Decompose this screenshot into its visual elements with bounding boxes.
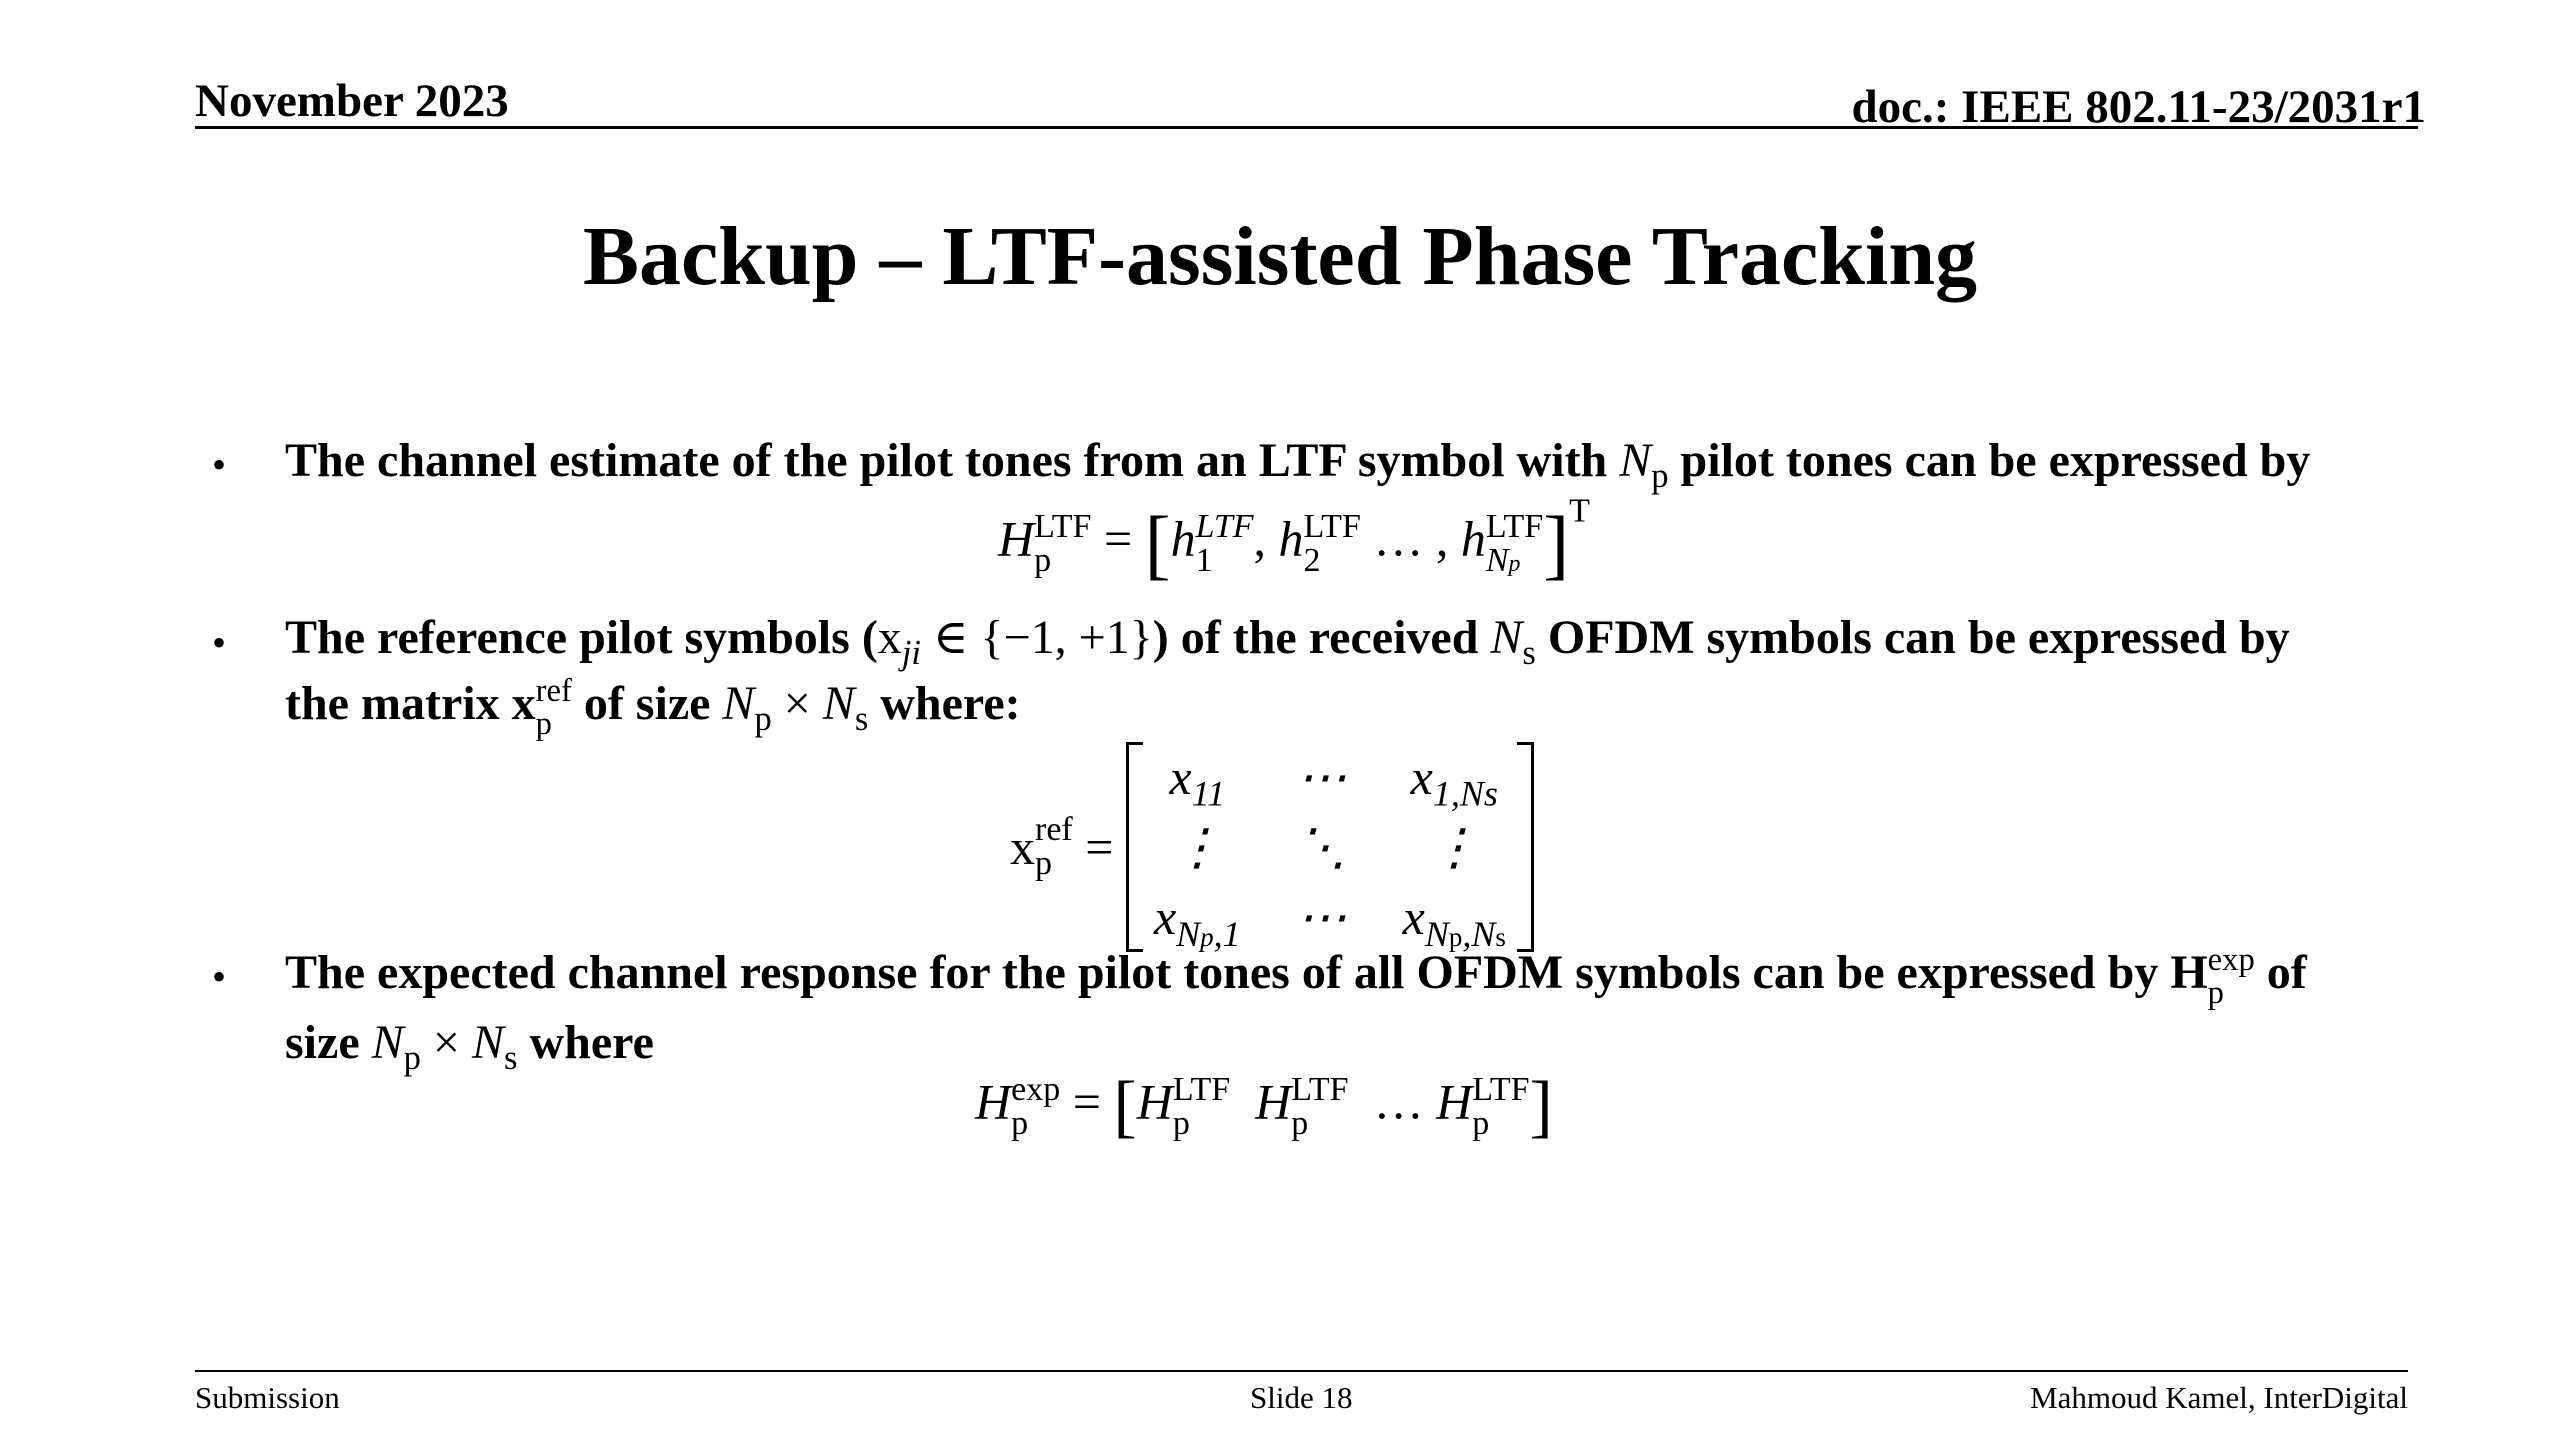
bullet-2-text: The reference pilot symbols ($x_{ji}$ ∈ {−1, +1}) of the received $N_s$ OFDM symbols can be expressed by the matrix x ref p of size $N_p \times N_s$ where:	[285, 611, 2290, 742]
header-date: November 2023	[195, 75, 509, 127]
slide-title: Backup – LTF-assisted Phase Tracking	[582, 210, 1978, 303]
bullet-3-text: The expected channel response for the pilot tones of all OFDM symbols can be expressed by H exp p of size $N_p \times N_s$ where	[285, 942, 2307, 1077]
footer-rule	[195, 1370, 2408, 1372]
bullet-marker: •	[212, 442, 227, 487]
bullet-marker: •	[212, 620, 227, 665]
header-doc-number: doc.: IEEE 802.11-23/2031r1	[1851, 81, 2426, 133]
footer-slide-number: Slide 18	[1250, 1380, 1353, 1415]
equation-h-exp: H exp p = [H LTF p H LTF p … H LTF p ]	[975, 1068, 1553, 1145]
bullet-1-text: The channel estimate of the pilot tones from an LTF symbol with $N_p$ pilot tones can be expressed by	[285, 434, 2311, 496]
footer-author: Mahmoud Kamel, InterDigital	[2030, 1380, 2408, 1415]
reference-symbol-matrix: $x_{11}$ ⋯ $x_{1,Ns}$ ⋮ ⋱ ⋮ $x_{Np,1}$ ⋯ $x_{Np,Ns}$	[1126, 742, 1534, 952]
equation-x-ref-matrix: x ref p = $x_{11}$ ⋯ $x_{1,Ns}$ ⋮ ⋱ ⋮ $x_{Np,1}$ ⋯ $x_{Np,Ns}$	[1010, 742, 1534, 952]
equation-h-ltf: H LTF p = [h LTF 1 , h LTF 2 … , h LTF Np ]$^T$	[998, 492, 1590, 587]
bullet-marker: •	[212, 954, 227, 999]
footer-submission: Submission	[195, 1380, 340, 1415]
header-rule	[195, 126, 2418, 129]
